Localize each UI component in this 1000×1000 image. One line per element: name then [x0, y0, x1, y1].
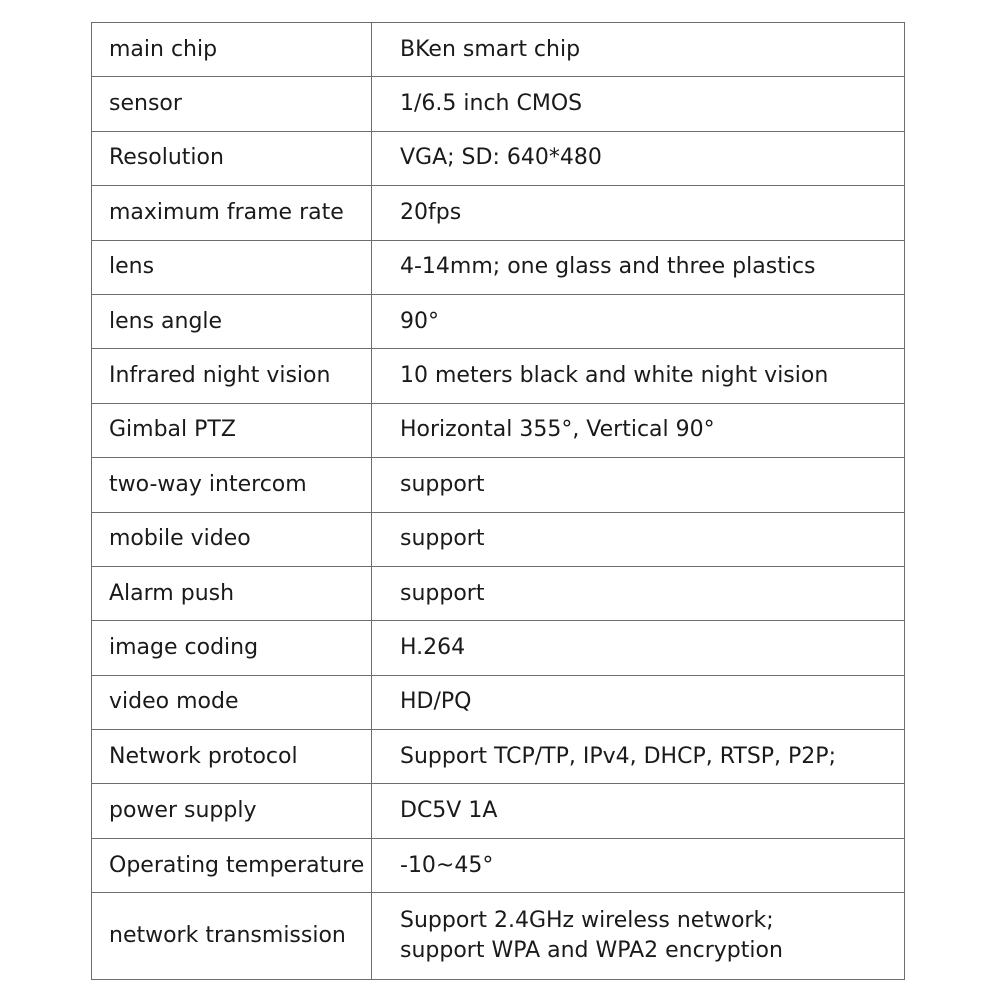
spec-name-cell: lens [92, 240, 372, 294]
spec-table [91, 22, 905, 980]
spec-value-cell: DC5V 1A [372, 784, 905, 838]
spec-value-cell: -10~45° [372, 838, 905, 892]
table-row [92, 349, 905, 403]
table-row [92, 784, 905, 838]
table-row [92, 512, 905, 566]
spec-name-cell: two-way intercom [92, 458, 372, 512]
spec-name-cell: Infrared night vision [92, 349, 372, 403]
spec-name-cell: main chip [92, 23, 372, 77]
spec-value-cell: support [372, 566, 905, 620]
spec-name-cell: power supply [92, 784, 372, 838]
spec-value-cell: support [372, 458, 905, 512]
table-row [92, 675, 905, 729]
table-row [92, 23, 905, 77]
spec-name-cell: Network protocol [92, 730, 372, 784]
spec-name-cell: network transmission [92, 893, 372, 980]
spec-name-cell: mobile video [92, 512, 372, 566]
spec-value-cell: Support TCP/TP, IPv4, DHCP, RTSP, P2P; [372, 730, 905, 784]
spec-value-cell: 10 meters black and white night vision [372, 349, 905, 403]
spec-value-cell: support [372, 512, 905, 566]
spec-name-cell: sensor [92, 77, 372, 131]
table-row [92, 131, 905, 185]
spec-name-cell: video mode [92, 675, 372, 729]
spec-value-cell: HD/PQ [372, 675, 905, 729]
table-row [92, 403, 905, 457]
spec-value-line: support WPA and WPA2 encryption [400, 938, 783, 964]
table-row [92, 186, 905, 240]
spec-value-cell: VGA; SD: 640*480 [372, 131, 905, 185]
spec-value-cell: 1/6.5 inch CMOS [372, 77, 905, 131]
spec-name-cell: Gimbal PTZ [92, 403, 372, 457]
spec-value-cell: 20fps [372, 186, 905, 240]
table-row [92, 621, 905, 675]
spec-name-cell: Resolution [92, 131, 372, 185]
spec-value-cell: BKen smart chip [372, 23, 905, 77]
table-row [92, 77, 905, 131]
table-row [92, 294, 905, 348]
table-row [92, 566, 905, 620]
table-row [92, 838, 905, 892]
spec-value-cell: H.264 [372, 621, 905, 675]
spec-name-cell: Operating temperature [92, 838, 372, 892]
table-row [92, 730, 905, 784]
table-row [92, 458, 905, 512]
table-row [92, 240, 905, 294]
table-row [92, 893, 905, 980]
spec-value-cell: Horizontal 355°, Vertical 90° [372, 403, 905, 457]
spec-value-cell: 90° [372, 294, 905, 348]
spec-value-line: Support 2.4GHz wireless network; [400, 908, 774, 934]
spec-name-cell: maximum frame rate [92, 186, 372, 240]
spec-value-cell [372, 893, 905, 980]
spec-name-cell: Alarm push [92, 566, 372, 620]
spec-name-cell: image coding [92, 621, 372, 675]
spec-name-cell: lens angle [92, 294, 372, 348]
spec-value-cell: 4-14mm; one glass and three plastics [372, 240, 905, 294]
